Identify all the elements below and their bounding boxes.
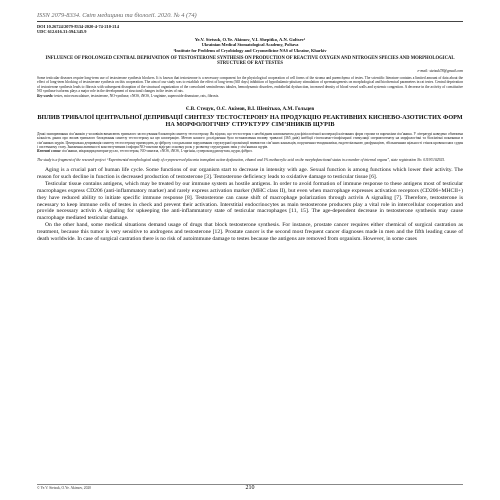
affiliation-2: ¹Institute for Problems of Cryobiology and Cryomedicine NAS of Ukraine, Kharkiv <box>173 47 327 53</box>
body-paragraph-1: Aging is a crucial part of human life cycle. Some functions of our organism start to decrease in intensity with age. Sexual function is among functions which lower their activity. The reason for such decline in function is decreased production of testosterone [3]. Testosterone deficiency leads to oxidative damage to testicular tissue [6]. <box>37 167 463 181</box>
title-ua: ВПЛИВ ТРИВАЛОЇ ЦЕНТРАЛЬНОЇ ДЕПРИВАЦІЇ СИНТЕЗУ ТЕСТОСТЕРОНУ НА ПРОДУКЦІЮ РЕАКТИВНИХ КИСНЕВО-АЗОТИСТИХ ФОРМ НА МОРФОЛОГІЧНУ СТРУКТУРУ СІМ’ЯНИКІВ ЩУРІВ <box>37 113 463 128</box>
authors-ua: Є.В. Стецук, О.Є. Акімов, В.І. Шепітько, А.М. Гольцев <box>185 106 315 113</box>
body-paragraph-2: Testicular tissue contains antigens, which may be treated by our immune system as hostile antigens. In order to avoid formation of immune response to these antigens most of testicular macrophages express CD206 (anti-inflammatory marker) and rarely express activation marker (MHC class II), but even when macrophage expresses activation receptors (CD206+MHCII+) they have reduced ability to initiate specific immune response [8]. Testosterone can cause shift of macrophage polarization through activin A signaling [7]. Therefore, testosterone is necessary to keep immune cells of testes in check and prevent their activation. Interstitial endocrinocytes as main testosterone producers play a vital role in intercellular cooperation and provide necessary activin A signaling for upkeeping the anti-inflammatory state of testicular macrophages [11, 15]. The age-dependent decrease in testosterone synthesis may cause macrophage mediated testicular damage. <box>37 181 463 222</box>
doi: DOI 10.26724/2079-8334-2020-4-74-210-214 <box>37 24 119 29</box>
keywords-ua-line <box>37 149 463 153</box>
keywords-en: testes, microvasculature, testosterone, NO-synthase, cNOS, iNOS, L-arginine, superoxide dismutase, rats, fibrosis. <box>53 93 220 98</box>
keywords-ua: сім’яники, мікроциркуляторне русло, тестостерон, NO-синтаза, cNOS, iNOS, L-аргінін, супероксиддисмутаза, щури, фіброз. <box>60 149 253 154</box>
udc: UDC 612.616.31:594.345.9 <box>37 29 87 35</box>
authors-en: Ye.V. Stetsuk, O.Ye. Akimov, V.I. Shepitko, A.N. Goltsev¹ <box>194 36 306 42</box>
copyright-footer: © Ye.V. Stetsuk, O.Ye. Akimov, 2020 <box>37 486 91 490</box>
title-en: INFLUENCE OF PROLONGED CENTRAL DEPRIVATION OF TESTOSTERONE SYNTHESIS ON PRODUCTION OF REACTIVE OXYGEN AND NITROGEN SPECIES AND MORPHOLOGICAL STRUCTURE OF RAT TESTES <box>45 55 455 67</box>
keywords-en-line <box>37 94 463 98</box>
page-number: 210 <box>245 485 255 491</box>
email[interactable]: e-mail: stetsuk78@gmail.com <box>417 69 463 73</box>
body-paragraph-3: On the other hand, some medical situations demand usage of drugs that block testosterone synthesis. For instance, prostate cancer requires either chemical of surgical castration as treatment, because this tumor is very sensitive to androgens and testosterone [12]. Prostate cancer is the second most frequent cancer diagnoses made in men and the fifth leading cause of death worldwide. In case of surgical castration there is no risk of autoimmune damage to testes because the antigens are removed from organism. However, in some cases <box>37 222 463 242</box>
study-note: The study is a fragment of the research project “Experimental morphological study of cryopreserved placenta transplant action dysfunction, ethanol and 1% methacrylic acid on the morphofunctional status in a number of internal organs”, state registration No. 0119U102925. <box>37 157 445 162</box>
keywords-en-label: Key words: <box>37 93 54 98</box>
header-rule <box>37 21 463 22</box>
abstract-ua: Деякі захворювання сім’яників у чоловіків вимагають тривалого застосування блокаторів синтезу тестостерону. Як відомо, що тестостерон є необхідним компонентом для фізіологічної кооперації клітинних форм строми та паренхіми сім’яника. У літературі наведено обмежена кількість даних про вплив тривалого блокування синтезу тестостерону на цю кооперацію. Метою нашого дослідження було встановлення впливу тривалої (365 днів) інгібіції гіпоталамо-гіпофізарної стимуляції сперматогенезу на морфологічні та біохімічні показники в сім’яниках щурів. Центральна депривація синтезу тестостерону призводить до фіброзу з подальшим порушенням структурної організації звивистих сім’яних канальців, порушення гемодинаміки, ендотеліальною дисфункцією, збільшенням щільності стінок кровоносних судин і системному стазу. Зниження активності конститутивних ізоформ NO-синтази відіграє основну роль у розвитку структурних змін у сім’яниках щурів. <box>37 132 463 149</box>
body-text <box>37 167 463 242</box>
journal-header: ISSN 2079-8334. Світ медицини та біології. 2020. № 4 (74) <box>37 12 197 19</box>
keywords-ua-label: Ключові слова: <box>37 149 61 154</box>
abstract-en: Some testicular diseases require long-term use of testosterone synthesis blockers. It is known that testosterone is a necessary component for the physiological cooperation of cell forms of the stroma and parenchyma of testes. The scientific literature contains a limited amount of data about the effect of long-term blocking of testosterone synthesis on this cooperation. The aim of our study was to establish the effect of long-term (365 days) inhibition of hypothalamic-pituitary stimulation of spermatogenesis on morphological and biochemical parameters in rat testes. Central deprivation of testosterone synthesis leads to fibrosis with subsequent disruption of the structural organization of the convoluted seminiferous tubules, hemodynamic disorders, endothelial dysfunction, increased density of blood vessel walls and systemic congestion. A decrease in the activity of constitutive NO synthase isoforms plays a major role in the development of structural changes in the testes of rats. <box>37 76 463 94</box>
affiliation-1: Ukrainian Medical Stomatological Academy, Poltava <box>201 42 299 48</box>
